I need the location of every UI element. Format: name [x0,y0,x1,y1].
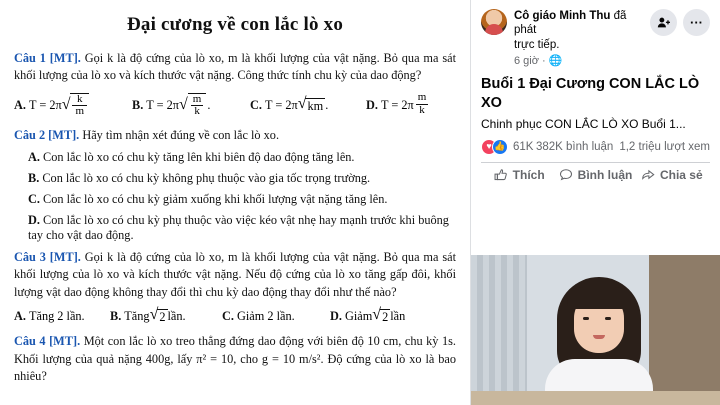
question-2-answers [14,150,456,243]
question-1-option-a[interactable] [14,92,132,118]
option-b-expr: T = 2π [146,97,180,112]
option-d-after: lần [390,308,406,323]
option-c-letter: C. [222,308,234,323]
video-title: Buổi 1 Đại Cương CON LẮC LÒ XO [481,76,700,111]
comment-count[interactable]: 382K bình luận [535,140,614,153]
answer-b-letter: B. [28,170,40,185]
post-author-name[interactable]: Cô giáo Minh Thu [514,10,611,22]
option-c-suffix: . [325,97,329,112]
view-count: 1,2 triệu lượt xem [619,140,710,153]
question-1-label: Câu 1 [MT]. [14,51,81,65]
sqrt-icon: √ 2 [372,306,389,325]
option-b-text: Tăng [124,308,150,323]
question-1-text: Gọi k là độ cứng của lò xo, m là khối lượng của vật nặng. Bỏ qua ma sát khối lượng của lò xo và kích thước vật nặng. Công thức tính chu kỳ của dao động? [14,51,456,83]
answer-a-letter: A. [28,149,40,164]
share-button[interactable] [634,168,710,182]
like-button[interactable] [481,168,557,182]
answer-d[interactable] [28,213,456,243]
option-c-text: Giảm 2 lần. [236,308,295,323]
option-a-letter: A. [14,97,26,112]
option-b-suffix: . [207,97,211,112]
option-a-letter: A. [14,308,26,323]
comment-button[interactable] [557,168,633,182]
answer-c[interactable] [28,192,456,207]
answer-b[interactable] [28,171,456,186]
option-d-letter: D. [366,97,378,112]
answer-a[interactable] [28,150,456,165]
option-d-sqrt: 2 [382,310,389,325]
question-4-label: Câu 4 [MT]. [14,334,81,349]
question-2-label: Câu 2 [MT]. [14,128,80,143]
question-3-option-d[interactable] [330,307,405,325]
option-a-expr: T = 2π [28,97,62,112]
like-reaction-icon: 👍 [492,139,508,155]
question-3-option-c[interactable] [222,307,330,325]
option-d-expr: T = 2π [380,97,414,112]
page-title: Đại cương về con lắc lò xo [126,14,344,35]
post-author-line [514,9,644,38]
option-c-letter: C. [250,97,262,112]
question-2-text: Hãy tìm nhận xét đúng về con lắc lò xo. [82,128,280,143]
globe-icon: 🌐 [548,55,563,68]
option-b-num: m [192,92,202,105]
question-3-label: Câu 3 [MT]. [14,249,81,264]
question-4-text: Một con lắc lò xo treo thẳng đứng dao động với biên độ 10 cm, chu kỳ 1s. Khối lượng của quả nặng 400g, lấy π² = 10, cho g = 10 m/s². Độ cứng của lò xo là bao nhiêu? [14,334,456,384]
option-d-num: m [417,91,427,104]
facebook-video-panel [470,0,720,405]
question-4 [14,333,456,385]
option-b-after: lần. [167,308,186,323]
like-label: Thích [512,167,545,182]
question-1-option-c[interactable] [250,92,366,118]
post-action-bar [481,162,710,188]
option-a-num: k [77,92,83,105]
ellipsis-icon: ··· [690,15,703,30]
sqrt-icon: √ km [297,95,324,114]
desk [471,391,720,405]
fraction-icon [415,92,430,115]
question-1-body [14,50,456,85]
option-b-letter: B. [110,308,122,323]
post-stats [471,131,720,162]
video-description: Chinh phục CON LẮC LÒ XO Buổi 1... [481,116,686,131]
add-friend-button[interactable] [650,9,677,36]
option-a-den: m [72,105,87,117]
thumbs-up-icon [494,168,508,182]
question-2-body [14,127,456,144]
post-meta [514,54,644,67]
sqrt-icon: √ $\frac{k}{m}$ [62,92,90,118]
reaction-icons[interactable] [481,139,508,155]
love-reaction-icon: ♥ [481,139,497,155]
post-time: 6 giờ [514,55,539,68]
post-header [471,0,720,73]
option-b-sqrt: 2 [159,310,166,325]
answer-c-text: Con lắc lò xo có chu kỳ giảm xuống khi khối lượng vật nặng tăng lên. [43,191,388,206]
webcam-video[interactable] [471,255,720,405]
answer-d-text: Con lắc lò xo có chu kỳ phụ thuộc vào việc kéo vật nhẹ hay mạnh trước khi buông tay cho vật dao động. [28,212,449,242]
live-status: trực tiếp. [514,38,560,51]
question-1 [14,50,456,85]
question-4-body [14,333,456,385]
option-c-inner: km [307,99,324,114]
option-c-expr: T = 2π [264,97,298,112]
answer-d-letter: D. [28,212,40,227]
question-3-option-b[interactable] [110,307,222,325]
eye-left [583,317,589,320]
answer-c-letter: C. [28,191,40,206]
question-1-option-d[interactable] [366,92,430,118]
question-3-option-a[interactable] [14,307,110,325]
share-label: Chia sẻ [659,167,703,182]
avatar[interactable] [481,9,507,35]
more-options-button[interactable] [683,9,710,36]
reaction-count[interactable]: 61K [513,140,534,153]
option-d-letter: D. [330,308,342,323]
answer-b-text: Con lắc lò xo có chu kỳ không phụ thuộc vào gia tốc trọng trường. [42,170,371,185]
sqrt-icon: √ $\frac{m}{k}$ [179,92,207,118]
option-b-letter: B. [132,97,144,112]
person-plus-icon [657,16,670,29]
option-d-text: Giảm [344,308,373,323]
post-author-block [514,9,644,67]
hair-front [567,287,631,309]
question-1-options [14,92,456,118]
question-3-text: Gọi k là độ cứng của lò xo, m là khối lượng của vật nặng. Bỏ qua ma sát khối lượng của lò xo và kích thước vật nặng. Nếu độ cứng của lò xo tăng gấp đôi, khối lượng vật dao động không thay đổi thì chu kỳ dao động thay đổi như thế nào? [14,249,456,299]
question-2 [14,127,456,144]
meta-separator: · [542,55,546,68]
eye-right [605,317,611,320]
answer-a-text: Con lắc lò xo có chu kỳ tăng lên khi biên độ dao động tăng lên. [43,149,355,164]
curtain [471,255,527,405]
question-3-options [14,307,456,325]
post-author-suffix: đã phát [514,10,627,37]
presenter [543,277,655,405]
comment-icon [559,168,573,182]
option-d-den: k [416,104,428,116]
sqrt-icon: √ 2 [149,306,166,325]
option-b-den: k [191,105,203,117]
question-3 [14,249,456,301]
question-3-body [14,249,456,301]
question-1-option-b[interactable] [132,92,250,118]
comment-label: Bình luận [577,167,633,182]
post-header-buttons [650,9,710,36]
share-icon [641,168,655,182]
option-a-text: Tăng 2 lần. [28,308,85,323]
